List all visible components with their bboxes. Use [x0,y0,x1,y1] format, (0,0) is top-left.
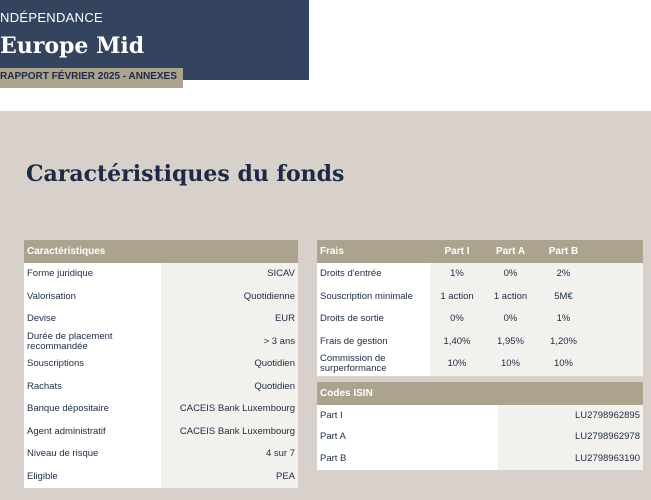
row-value: Quotidien [161,353,298,376]
row-label: Devise [24,308,161,331]
row-value: EUR [161,308,298,331]
fee-value-part-b: 2% [537,263,590,286]
fee-value-part-a: 0% [484,263,537,286]
fee-value-part-i: 10% [430,353,484,376]
header-eyebrow: NDÉPENDANCE [0,10,103,25]
table-row [24,331,298,354]
fund-title: Europe Mid [0,33,145,59]
table-row [317,448,643,470]
row-label: Durée de placement recommandée [24,331,161,354]
fee-label: Droits d'entrée [317,263,430,286]
table-row [24,263,298,286]
table-row [317,427,643,449]
fee-value-part-b: 1,20% [537,331,590,354]
report-subtitle: RAPPORT FÉVRIER 2025 - ANNEXES [0,68,183,88]
fees-col-part-i: Part I [430,240,484,263]
characteristics-table [24,240,298,488]
row-value: CACEIS Bank Luxembourg [161,421,298,444]
row-value: 4 sur 7 [161,443,298,466]
table-row [317,353,643,376]
row-label: Valorisation [24,286,161,309]
fee-spacer [590,263,643,286]
row-label: Eligible [24,466,161,489]
fee-spacer [590,353,643,376]
section-title: Caractéristiques du fonds [26,161,345,187]
fees-header-spacer [590,240,643,263]
row-label: Niveau de risque [24,443,161,466]
table-row [24,286,298,309]
isin-code: LU2798963190 [498,448,643,470]
fees-col-part-a: Part A [484,240,537,263]
fee-value-part-i: 1% [430,263,484,286]
isin-header: Codes ISIN [317,382,643,405]
row-label: Forme juridique [24,263,161,286]
row-label: Banque dépositaire [24,398,161,421]
fee-label: Souscription minimale [317,286,430,309]
isin-label: Part B [317,448,498,470]
fee-label: Commission de surperformance [317,353,430,376]
fee-value-part-i: 1 action [430,286,484,309]
isin-label: Part A [317,427,498,449]
isin-table [317,382,643,470]
fee-spacer [590,308,643,331]
table-row [24,466,298,489]
fund-characteristics-section [0,111,651,500]
fee-label: Droits de sortie [317,308,430,331]
isin-code: LU2798962978 [498,427,643,449]
table-row [24,398,298,421]
row-label: Rachats [24,376,161,399]
characteristics-header: Caractéristiques [24,240,298,263]
row-value: > 3 ans [161,331,298,354]
row-value: SICAV [161,263,298,286]
table-row [24,376,298,399]
fee-value-part-a: 0% [484,308,537,331]
fees-table [317,240,643,376]
fee-value-part-a: 1,95% [484,331,537,354]
table-row [317,286,643,309]
fee-value-part-a: 10% [484,353,537,376]
table-row [24,443,298,466]
table-row [24,421,298,444]
fee-value-part-b: 1% [537,308,590,331]
table-row [317,405,643,427]
isin-label: Part I [317,405,498,427]
fee-value-part-a: 1 action [484,286,537,309]
fee-value-part-i: 0% [430,308,484,331]
row-label: Agent administratif [24,421,161,444]
table-row [317,308,643,331]
row-label: Souscriptions [24,353,161,376]
fee-label: Frais de gestion [317,331,430,354]
table-row [317,331,643,354]
table-row [24,308,298,331]
row-value: CACEIS Bank Luxembourg [161,398,298,421]
fee-value-part-i: 1,40% [430,331,484,354]
fees-col-part-b: Part B [537,240,590,263]
row-value: PEA [161,466,298,489]
fee-value-part-b: 10% [537,353,590,376]
table-row [24,353,298,376]
row-value: Quotidien [161,376,298,399]
row-value: Quotidienne [161,286,298,309]
table-row [317,263,643,286]
fee-value-part-b: 5M€ [537,286,590,309]
fee-spacer [590,331,643,354]
fees-header: Frais [317,240,430,263]
fee-spacer [590,286,643,309]
isin-code: LU2798962895 [498,405,643,427]
